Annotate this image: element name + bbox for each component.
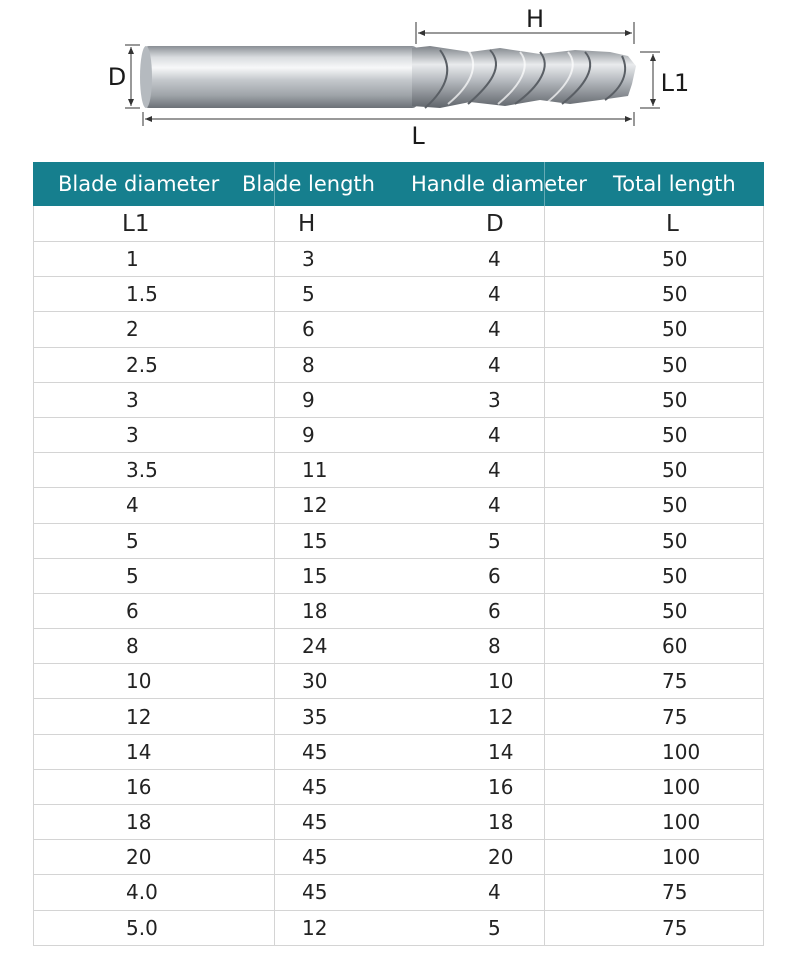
table-row: [34, 629, 763, 664]
column-divider: [544, 383, 545, 417]
column-divider: [274, 629, 275, 663]
cell-total-length: 50: [662, 598, 688, 623]
cell-handle-diameter: 20: [488, 845, 514, 870]
cell-handle-diameter: 8: [488, 634, 501, 659]
flute-section: [412, 46, 636, 108]
column-divider: [274, 453, 275, 487]
cell-total-length: 50: [662, 247, 688, 272]
dimension-d: [108, 45, 140, 108]
cell-handle-diameter: 4: [488, 880, 501, 905]
cell-blade-diameter: 6: [126, 598, 139, 623]
cell-handle-diameter: 12: [488, 704, 514, 729]
cell-blade-diameter: 5.0: [126, 915, 158, 940]
table-row: [34, 735, 763, 770]
dimension-l1: [640, 52, 689, 108]
column-divider: [274, 418, 275, 452]
cell-handle-diameter: 3: [488, 387, 501, 412]
cell-blade-length: 30: [302, 669, 328, 694]
cell-handle-diameter: 4: [488, 352, 501, 377]
cell-blade-length: 45: [302, 845, 328, 870]
header-handle-diameter: Handle diameter: [411, 172, 587, 196]
cell-total-length: 100: [662, 774, 701, 799]
table-row: [34, 840, 763, 875]
cell-blade-diameter: 4: [126, 493, 139, 518]
cell-blade-length: 9: [302, 423, 315, 448]
column-divider: [544, 911, 545, 945]
cell-total-length: 50: [662, 282, 688, 307]
cell-total-length: 50: [662, 458, 688, 483]
column-divider: [274, 805, 275, 839]
column-divider: [274, 383, 275, 417]
cell-blade-length: 11: [302, 458, 328, 483]
cell-blade-length: 45: [302, 739, 328, 764]
cell-blade-diameter: 5: [126, 563, 139, 588]
column-divider: [274, 488, 275, 522]
column-divider: [544, 875, 545, 909]
column-divider: [274, 735, 275, 769]
cell-blade-length: 9: [302, 387, 315, 412]
cell-total-length: 75: [662, 880, 688, 905]
cell-blade-length: 6: [302, 317, 315, 342]
cell-blade-diameter: 1: [126, 247, 139, 272]
cell-total-length: 50: [662, 423, 688, 448]
column-divider: [274, 699, 275, 733]
column-divider: [544, 488, 545, 522]
column-divider: [544, 524, 545, 558]
column-divider: [544, 770, 545, 804]
column-divider: [544, 594, 545, 628]
cell-total-length: 100: [662, 810, 701, 835]
cell-total-length: 50: [662, 528, 688, 553]
cell-handle-diameter: 4: [488, 247, 501, 272]
cell-blade-diameter: 3.5: [126, 458, 158, 483]
column-divider: [274, 312, 275, 346]
dimension-label-l: L: [411, 122, 425, 150]
subheader-l: L: [666, 210, 679, 237]
column-divider: [274, 594, 275, 628]
column-divider: [544, 629, 545, 663]
cell-blade-diameter: 16: [126, 774, 152, 799]
column-divider: [274, 524, 275, 558]
cell-blade-length: 3: [302, 247, 315, 272]
cell-handle-diameter: 5: [488, 915, 501, 940]
cell-total-length: 75: [662, 915, 688, 940]
table-row: [34, 875, 763, 910]
column-divider: [274, 242, 275, 276]
cell-handle-diameter: 5: [488, 528, 501, 553]
column-divider: [544, 312, 545, 346]
cell-blade-diameter: 8: [126, 634, 139, 659]
column-divider: [274, 840, 275, 874]
dimension-h: [416, 5, 634, 44]
table-body: [33, 206, 764, 946]
dimension-label-l1: L1: [660, 69, 690, 97]
cell-handle-diameter: 6: [488, 563, 501, 588]
cell-blade-length: 45: [302, 880, 328, 905]
column-divider: [274, 277, 275, 311]
cell-handle-diameter: 16: [488, 774, 514, 799]
table-row: [34, 805, 763, 840]
column-divider: [544, 418, 545, 452]
column-divider: [544, 242, 545, 276]
subheader-d: D: [486, 210, 504, 237]
table-row: [34, 383, 763, 418]
cell-blade-diameter: 3: [126, 423, 139, 448]
subheader-l1: L1: [122, 210, 150, 237]
column-divider: [274, 206, 275, 241]
table-row: [34, 911, 763, 946]
subheader-h: H: [298, 210, 316, 237]
header-divider: [274, 162, 275, 206]
cell-total-length: 50: [662, 352, 688, 377]
cell-blade-diameter: 18: [126, 810, 152, 835]
column-divider: [544, 559, 545, 593]
column-divider: [274, 559, 275, 593]
cell-total-length: 75: [662, 704, 688, 729]
table-row: [34, 277, 763, 312]
cell-total-length: 75: [662, 669, 688, 694]
cell-handle-diameter: 10: [488, 669, 514, 694]
cell-blade-diameter: 14: [126, 739, 152, 764]
cell-handle-diameter: 14: [488, 739, 514, 764]
cell-blade-length: 45: [302, 810, 328, 835]
column-divider: [274, 875, 275, 909]
column-divider: [274, 348, 275, 382]
end-mill-diagram: [0, 0, 800, 160]
cell-total-length: 50: [662, 387, 688, 412]
cell-handle-diameter: 4: [488, 282, 501, 307]
table-row: [34, 453, 763, 488]
cell-total-length: 50: [662, 493, 688, 518]
table-row: [34, 770, 763, 805]
column-divider: [274, 770, 275, 804]
cell-blade-length: 12: [302, 493, 328, 518]
cell-blade-length: 15: [302, 563, 328, 588]
cell-blade-diameter: 20: [126, 845, 152, 870]
cell-handle-diameter: 4: [488, 458, 501, 483]
column-divider: [544, 699, 545, 733]
column-divider: [544, 348, 545, 382]
cell-blade-length: 45: [302, 774, 328, 799]
header-total-length: Total length: [613, 172, 736, 196]
cell-blade-length: 15: [302, 528, 328, 553]
cell-blade-diameter: 12: [126, 704, 152, 729]
cell-blade-length: 24: [302, 634, 328, 659]
cell-handle-diameter: 6: [488, 598, 501, 623]
cell-total-length: 50: [662, 317, 688, 342]
cell-blade-length: 35: [302, 704, 328, 729]
cell-blade-diameter: 4.0: [126, 880, 158, 905]
cell-handle-diameter: 4: [488, 317, 501, 342]
cell-total-length: 100: [662, 845, 701, 870]
cell-handle-diameter: 18: [488, 810, 514, 835]
cell-blade-diameter: 1.5: [126, 282, 158, 307]
subheader-row: [34, 206, 763, 242]
cell-blade-diameter: 3: [126, 387, 139, 412]
cell-blade-diameter: 10: [126, 669, 152, 694]
table-header: [33, 162, 764, 206]
header-blade-diameter: Blade diameter: [58, 172, 220, 196]
column-divider: [544, 453, 545, 487]
table-row: [34, 242, 763, 277]
table-row: [34, 524, 763, 559]
cell-total-length: 50: [662, 563, 688, 588]
table-row: [34, 488, 763, 523]
cell-total-length: 60: [662, 634, 688, 659]
cell-blade-length: 12: [302, 915, 328, 940]
cell-blade-diameter: 5: [126, 528, 139, 553]
header-divider: [544, 162, 545, 206]
cell-blade-length: 8: [302, 352, 315, 377]
cell-blade-length: 5: [302, 282, 315, 307]
cell-handle-diameter: 4: [488, 493, 501, 518]
table-row: [34, 348, 763, 383]
cell-blade-length: 18: [302, 598, 328, 623]
dimension-label-d: D: [107, 63, 127, 91]
header-blade-length: Blade length: [242, 172, 375, 196]
shank: [140, 46, 418, 108]
table-row: [34, 312, 763, 347]
cell-blade-diameter: 2: [126, 317, 139, 342]
column-divider: [544, 840, 545, 874]
cell-blade-diameter: 2.5: [126, 352, 158, 377]
dimension-l: [143, 112, 634, 150]
table-row: [34, 418, 763, 453]
table-row: [34, 699, 763, 734]
column-divider: [544, 664, 545, 698]
table-row: [34, 594, 763, 629]
column-divider: [544, 735, 545, 769]
table-row: [34, 664, 763, 699]
column-divider: [274, 664, 275, 698]
dimension-label-h: H: [525, 5, 545, 33]
column-divider: [544, 805, 545, 839]
column-divider: [274, 911, 275, 945]
cell-total-length: 100: [662, 739, 701, 764]
column-divider: [544, 277, 545, 311]
table-row: [34, 559, 763, 594]
cell-handle-diameter: 4: [488, 423, 501, 448]
column-divider: [544, 206, 545, 241]
